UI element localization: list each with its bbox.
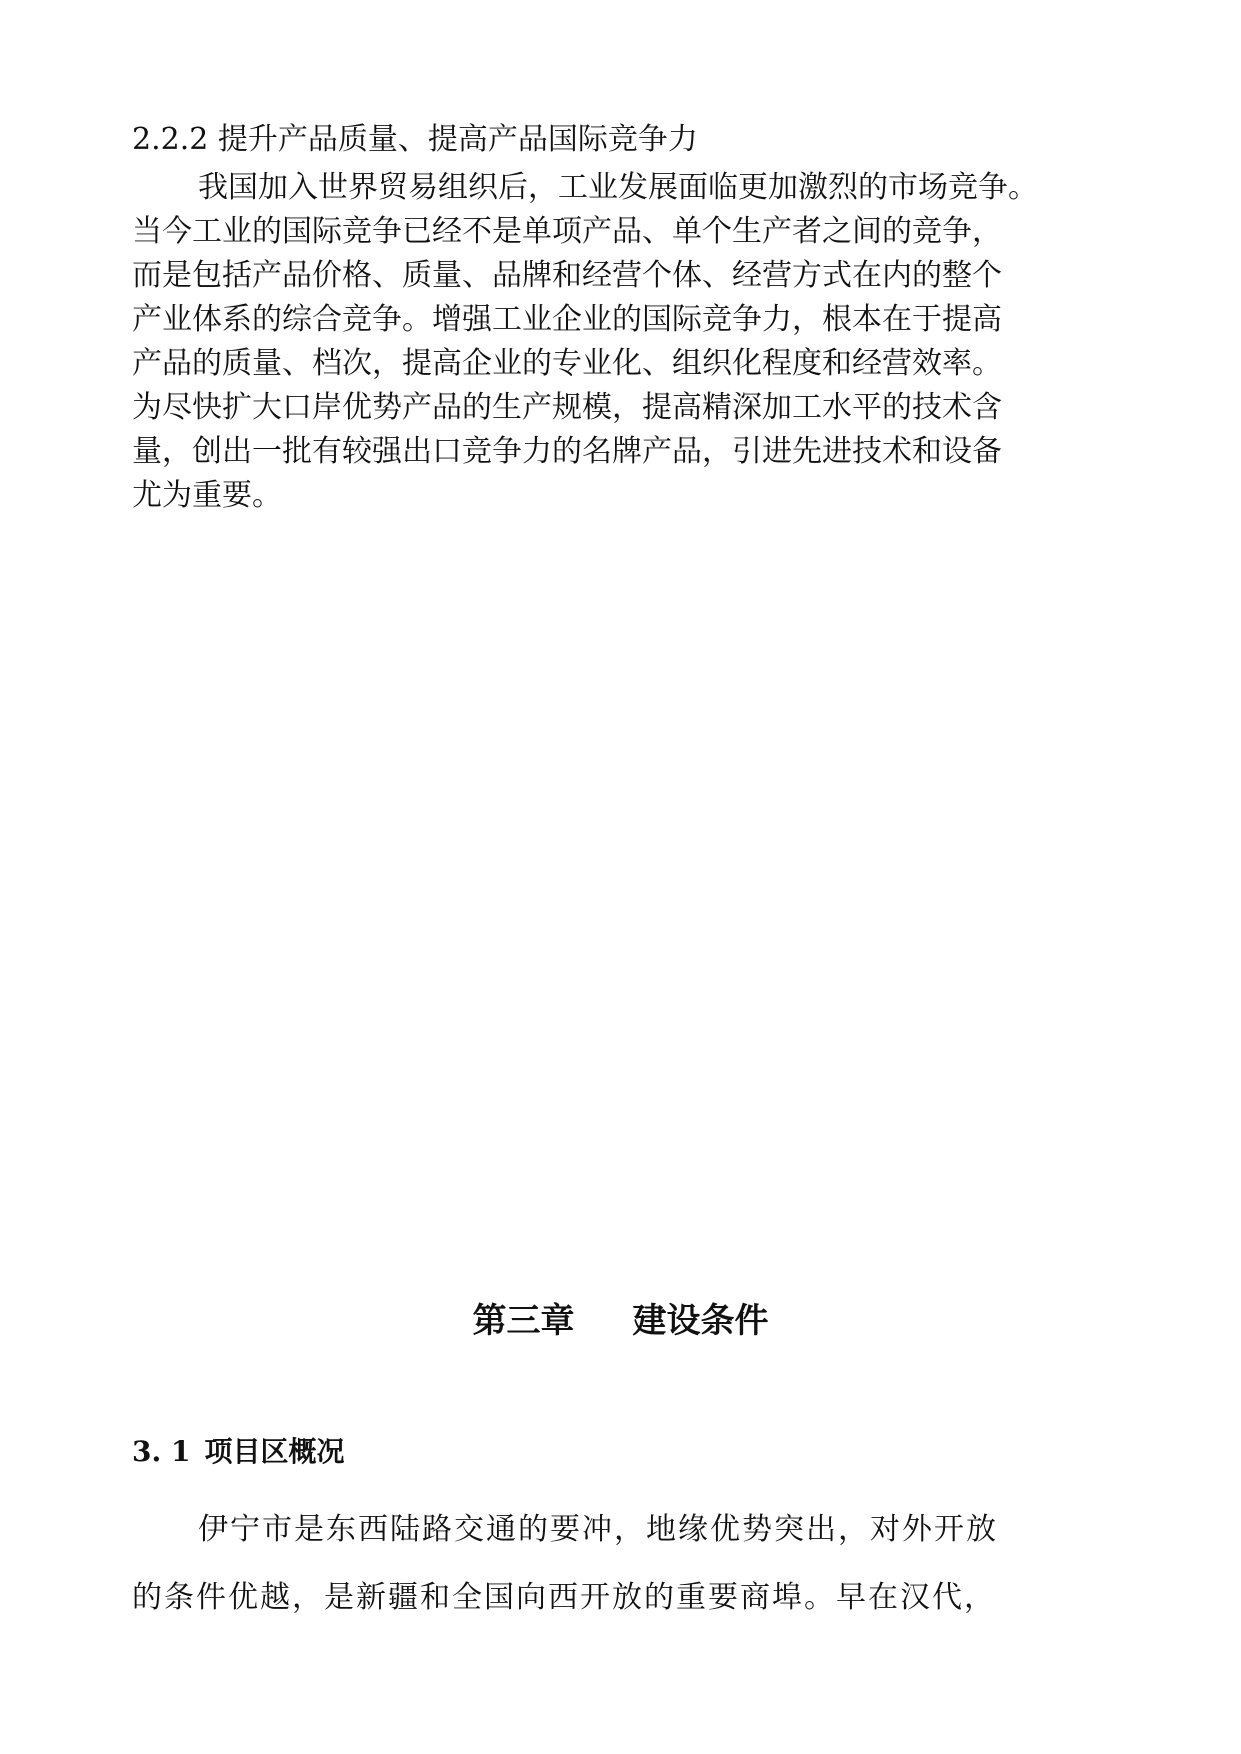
chapter-name: 建设条件 <box>632 1301 769 1341</box>
chapter-title <box>0 1296 1241 1346</box>
paragraph-line: 当今工业的国际竞争已经不是单项产品、单个生产者之间的竞争， <box>132 214 1002 249</box>
paragraph-line: 伊宁市是东西陆路交通的要冲，地缘优势突出，对外开放 <box>198 1512 998 1547</box>
paragraph-line: 尤为重要。 <box>132 478 282 513</box>
paragraph-line: 产品的质量、档次，提高企业的专业化、组织化程度和经营效率。 <box>132 346 1002 381</box>
subsection-heading: 2.2.2 提升产品质量、提高产品国际竞争力 <box>132 122 698 157</box>
paragraph-line: 产业体系的综合竞争。增强工业企业的国际竞争力，根本在于提高 <box>132 302 1002 337</box>
section-number: 3. 1 <box>132 1435 191 1468</box>
paragraph-overview <box>132 1496 1092 1632</box>
chapter-number: 第三章 <box>472 1301 575 1341</box>
paragraph-line: 量，创出一批有较强出口竞争力的名牌产品，引进先进技术和设备 <box>132 434 1002 469</box>
paragraph-line: 而是包括产品价格、质量、品牌和经营个体、经营方式在内的整个 <box>132 258 1002 293</box>
paragraph-line: 我国加入世界贸易组织后，工业发展面临更加激烈的市场竞争。 <box>198 170 1038 205</box>
section-heading <box>132 1430 344 1474</box>
paragraph-line: 的条件优越，是新疆和全国向西开放的重要商埠。早在汉代， <box>132 1580 996 1615</box>
section-title: 项目区概况 <box>204 1435 345 1468</box>
paragraph-line: 为尽快扩大口岸优势产品的生产规模，提高精深加工水平的技术含 <box>132 390 1002 425</box>
paragraph-quality <box>132 166 1092 518</box>
